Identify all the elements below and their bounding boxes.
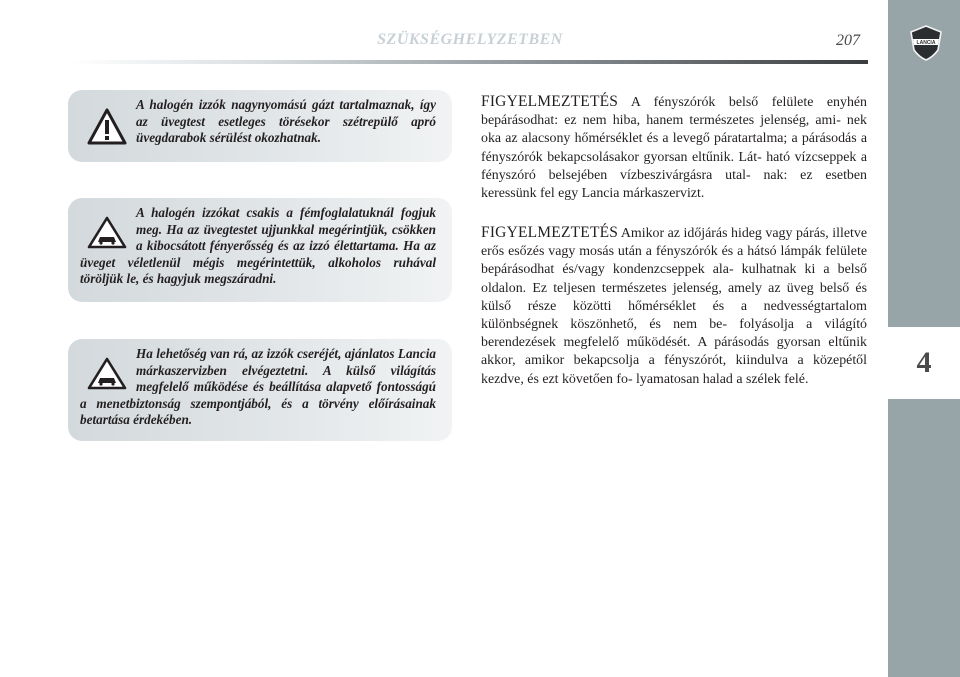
car-warning-triangle-icon	[86, 356, 128, 392]
warning-box-1	[68, 90, 452, 162]
paragraph-fogging-note	[481, 224, 867, 389]
paragraph-body: A fényszórók belső felülete enyhén bepárásodhat: ez nem hiba, hanem természetes jelenség, ami- nek oka az alacsony hőmérséklet és a levegő páratartalma; a párásodás a fényszórók bekapcsolásakor gyorsan eltűnik. Lát- ható vízcseppek a fényszóró belsejében vízbeszivárgásra utal- nak: ez esetben keressünk fel egy Lancia márkaszervizt.	[481, 95, 867, 202]
paragraph-lead-warning: FIGYELMEZTETÉS	[481, 93, 619, 110]
exclamation-triangle-icon	[86, 107, 128, 147]
warning-text-3: Ha lehetőség van rá, az izzók cseréjét, ajánlatos Lancia márkaszervizben elvégeztetni. A külső világítás megfelelő működése és beállítása alapvető fontosságú a menetbiztonság szempontjából, és a törvény előírásainak betartása érdekében.	[80, 346, 436, 428]
chapter-number: 4	[888, 327, 960, 399]
paragraph-condensation-note	[481, 93, 867, 203]
warning-text-2: A halogén izzókat csakis a fémfoglalatuknál fogjuk meg. Ha az üvegtestet ujjunkkal megérintjük, csökken a kibocsátott fényerősség és az izzó élettartama. Ha az üveget véletlenül mégis megérintettük, alkoholos ruhával töröljük le, és hagyjuk megszáradni.	[80, 205, 436, 287]
running-header-title: SZÜKSÉGHELYZETBEN	[377, 31, 563, 48]
warning-text-1: A halogén izzók nagynyomású gázt tartalmaznak, így az üvegtest esetleges törésekor szétrepülő apró üvegdarabok sérülést okozhatnak.	[136, 97, 436, 146]
page-number: 207	[836, 32, 860, 49]
paragraph-lead-warning: FIGYELMEZTETÉS	[481, 224, 619, 241]
lancia-logo-icon	[907, 24, 945, 62]
warning-box-2	[68, 198, 452, 302]
paragraph-body: Amikor az időjárás hideg vagy párás, illetve erős esőzés vagy mosás után a fényszórók és a hátsó lámpák felülete bepárásodhat és/vagy kondenzcseppek ala- kulhatnak ki a belső oldalon. Ez teljesen természetes jelenség, amely az üveg belső és külső része közötti hőmérséklet és a nedvességtartalom különbségnek köszönhető, és nem be- folyásolja a világító berendezések megfelelő működését. A párásodás gyorsan eltűnik akkor, amikor bekapcsolja a fényszórót, kiindulva a közepétől kezdve, és ezt követően fo- lyamatosan halad a szélek felé.	[481, 226, 867, 387]
logo-lettering: LANCIA	[916, 40, 936, 46]
header-rule	[68, 60, 868, 64]
car-warning-triangle-icon	[86, 215, 128, 251]
warning-box-3	[68, 339, 452, 441]
